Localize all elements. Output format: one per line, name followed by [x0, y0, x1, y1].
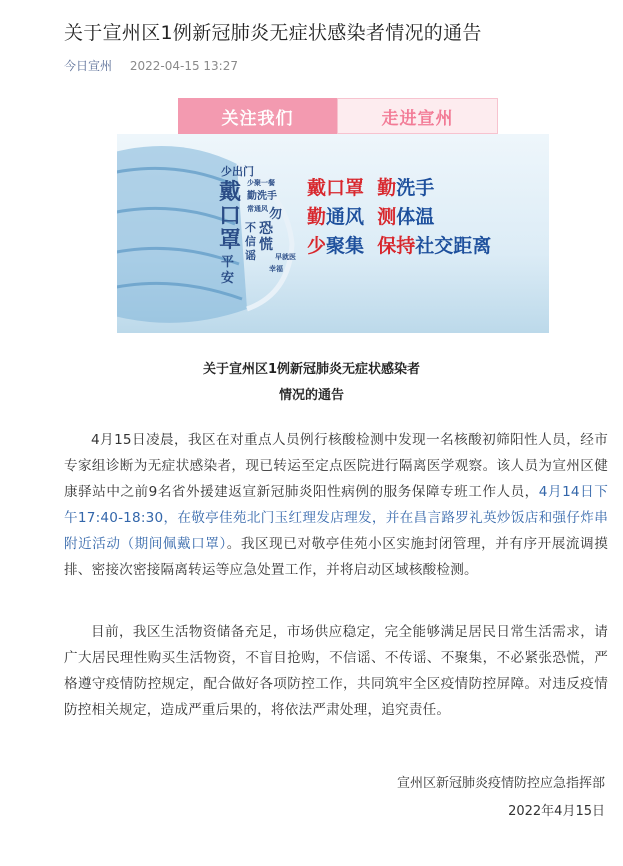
slogan-part: 勤 — [307, 206, 327, 228]
slogan-part: 洗手 — [396, 177, 435, 199]
slogan-row — [307, 174, 547, 203]
slogan-part: 勤 — [377, 177, 397, 199]
paragraph-text: 。我区现已对敬亭佳苑小区实施封闭管理，并有序开展流调摸排、密接次密接隔离转运等应急处置工作，并将启动区域核酸检测。 — [64, 536, 608, 578]
word-item: 平 — [221, 255, 235, 270]
word-item: 安 — [221, 271, 235, 286]
highlighted-text: 4月14日下午17:40-18:30，在敬亭佳苑北门玉红理发店理发，并在昌言路罗礼英炒饭店和强仔炸串附近活动（期间佩戴口罩） — [64, 484, 608, 552]
slogan-part: 体温 — [396, 206, 435, 228]
notice-paragraph-2: 目前，我区生活物资储备充足，市场供应稳定，完全能够满足居民日常生活需求，请广大居民理性购买生活物资，不盲目抢购，不信谣、不传谣、不聚集，不必紧张恐慌，严格遵守疫情防控规定，配合做好各项防控工作，共同筑牢全区疫情防控屏障。对违反疫情防控相关规定，造成严重后果的，将依法严肃处理，追究责任。 — [64, 624, 608, 718]
notice-heading-line2: 情况的通告 — [278, 388, 344, 403]
banner-tabs — [178, 98, 498, 134]
word-item: 罩 — [219, 228, 242, 253]
notice-heading-line1: 关于宣州区1例新冠肺炎无症状感染者 — [202, 362, 421, 377]
word-item: 不 — [245, 221, 256, 234]
notice-paragraph-1 — [64, 427, 608, 583]
issuer-signature: 宣州区新冠肺炎疫情防控应急指挥部 — [396, 776, 605, 791]
word-item: 慌 — [259, 237, 273, 253]
word-item: 勤洗手 — [247, 191, 277, 202]
word-item: 勿 — [269, 207, 283, 222]
word-item: 谣 — [245, 249, 256, 262]
slogan-part: 社交距离 — [415, 235, 492, 257]
slogan-part: 保持 — [377, 235, 416, 257]
slogan-part: 聚集 — [326, 235, 365, 257]
word-item: 早就医 — [275, 253, 296, 261]
slogan-part: 测 — [377, 206, 397, 228]
issue-date: 2022年4月15日 — [508, 804, 605, 819]
article-meta — [64, 57, 238, 74]
epidemic-prevention-banner — [117, 134, 549, 333]
paragraph-text: 4月15日凌晨，我区在对重点人员例行核酸检测中发现一名核酸初筛阳性人员，经市专家组诊断为无症状感染者，现已转运至定点医院进行隔离医学观察。该人员为宣州区健康驿站中之前9名省外援建返宣新冠肺炎阳性病例的服务保障专班工作人员， — [64, 432, 608, 500]
slogan-part: 通风 — [326, 206, 365, 228]
word-item: 幸福 — [269, 265, 283, 273]
article-title: 关于宣州区1例新冠肺炎无症状感染者情况的通告 — [64, 22, 482, 44]
word-item: 少出门 — [221, 165, 254, 178]
word-item: 恐 — [259, 221, 273, 237]
slogan-part: 戴口罩 — [307, 177, 365, 199]
word-item: 少聚一餐 — [247, 179, 275, 187]
word-item: 戴 — [219, 180, 242, 205]
follow-us-tab[interactable]: 关注我们 — [178, 98, 337, 134]
word-item: 常通风 — [247, 205, 268, 213]
publish-time: 2022-04-15 13:27 — [129, 59, 238, 73]
account-name-link[interactable]: 今日宣州 — [64, 59, 113, 73]
slogan-row — [307, 232, 547, 261]
enter-xuanzhou-tab[interactable]: 走进宣州 — [337, 98, 498, 134]
slogan-part: 少 — [307, 235, 327, 257]
slogan-row — [307, 203, 547, 232]
word-item: 信 — [245, 235, 256, 248]
word-item: 口 — [219, 204, 242, 229]
prevention-word-cloud — [217, 164, 307, 314]
prevention-slogans — [307, 174, 547, 261]
